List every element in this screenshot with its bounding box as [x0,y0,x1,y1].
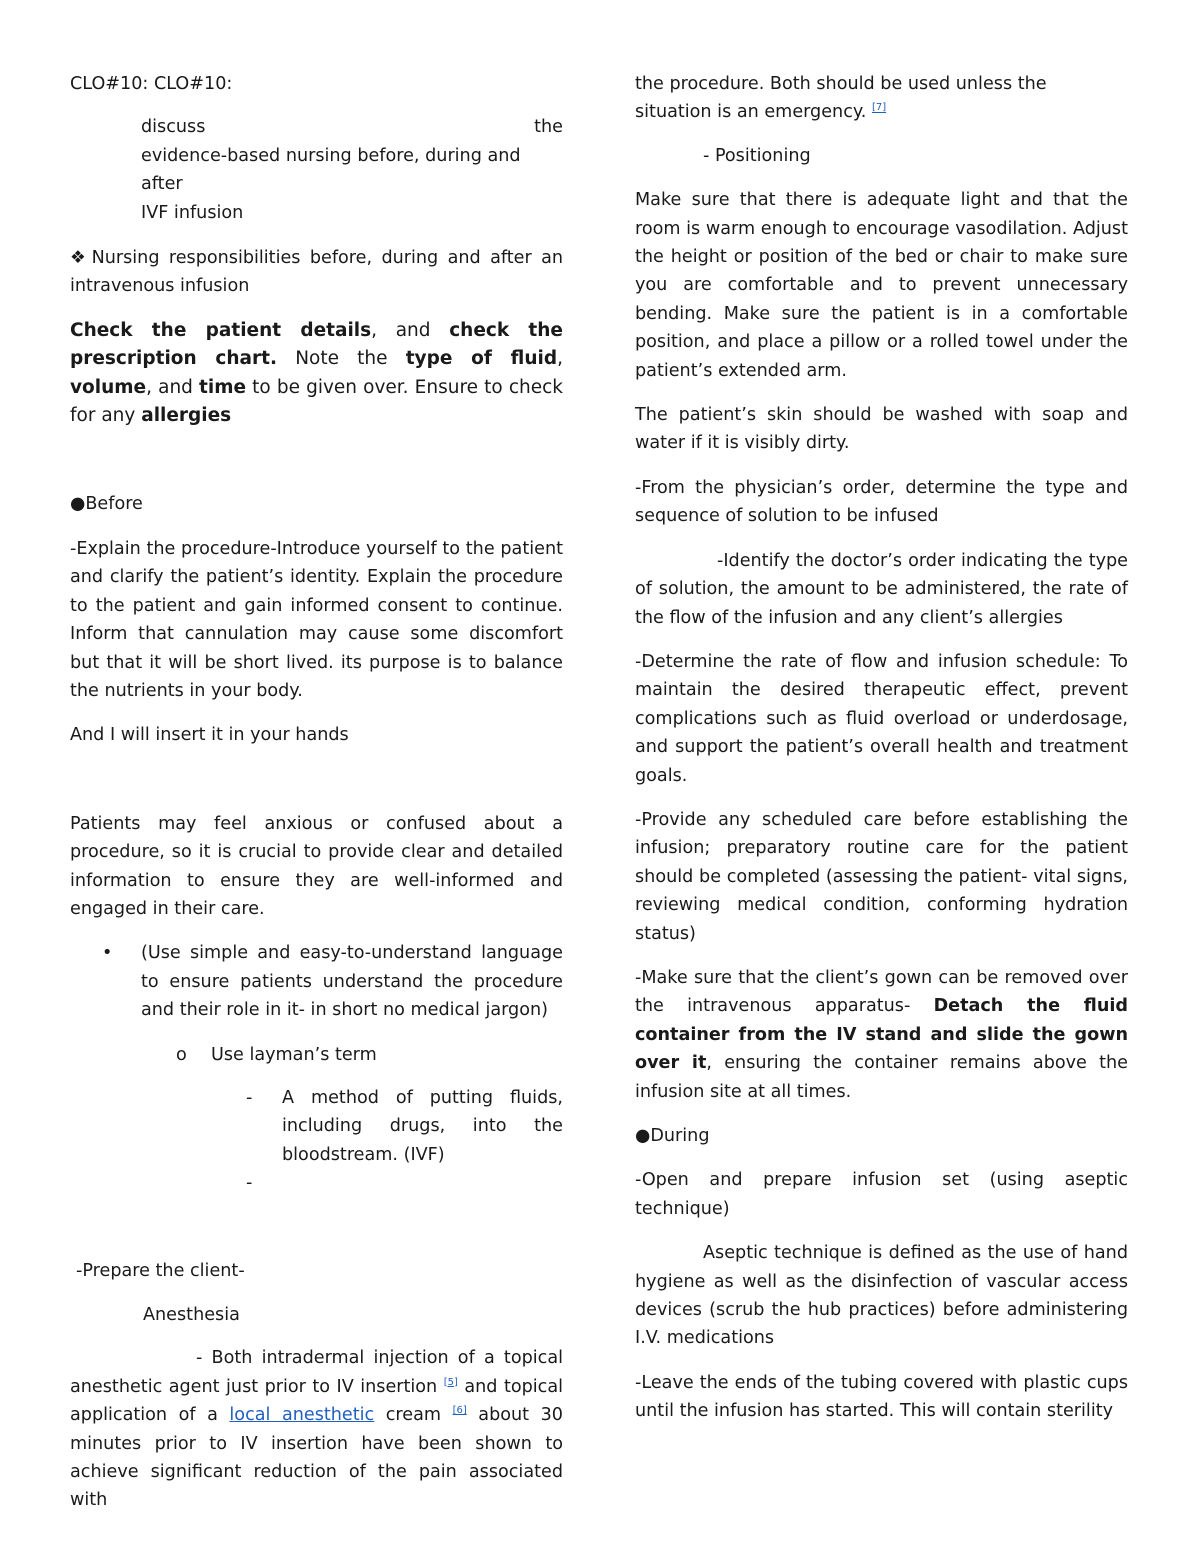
patients-paragraph: Patients may feel anxious or confused about a procedure, so it is crucial to provide clear and detailed information to ensure they are well-informed and engaged in their care. [70,813,563,919]
round-bullet-icon: ● [70,494,86,515]
dash-bullet-icon: - [246,1087,253,1108]
bullet-text: (Use simple and easy-to-understand language to ensure patients understand the procedure and their role in it- in short no medical jargon) [141,943,563,1021]
plain-text: , and [371,319,450,341]
dash-text: A method of putting fluids, including drugs, into the bloodstream. (IVF) [282,1087,563,1165]
round-bullet-icon: ● [635,1126,651,1146]
objective-line: IVF infusion [141,202,244,223]
anesthesia-paragraph [70,1344,563,1514]
prepare-line: -Prepare the client- [76,1260,245,1281]
plain-text: to be given over. Ensure to check for any [70,376,563,427]
physician-paragraph: -From the physician’s order, determine the type and sequence of solution to be infused [635,477,1128,527]
bullet-dot-icon: • [102,943,113,964]
positioning-label: - Positioning [703,145,811,166]
diamond-bullet-icon: ❖ [70,248,90,269]
objective-line: evidence-based nursing before, during and after [141,145,521,195]
local-anesthetic-link[interactable]: local anesthetic [229,1405,375,1426]
bold-text: type of fluid [405,348,558,370]
bold-text: check the prescription chart. [70,319,563,370]
left-column [70,70,563,1515]
reference-link[interactable]: [7] [871,102,887,114]
bold-text: Detach the fluid container from the IV stand and slide the gown over it [635,996,1128,1074]
clo-heading: CLO#10: CLO#10: [70,74,233,94]
during-heading [635,1122,1128,1150]
objective-word-the: the [534,117,563,138]
check-paragraph [70,317,563,431]
right-column [635,70,1128,1426]
during-label: During [650,1126,710,1146]
reference-link[interactable]: [6] [452,1405,467,1417]
bold-text: Check the patient details [70,319,372,341]
sub-bullet-text: Use layman’s term [211,1044,377,1065]
rate-paragraph: -Determine the rate of flow and infusion schedule: To maintain the desired therapeutic effect, prevent complications such as fluid overload or underdosage, and support the patient’s overall health and treatment goals. [635,651,1128,786]
bullet-item [70,939,563,1024]
bold-text: volume [70,376,147,398]
sub-bullet-item [70,1041,563,1069]
plain-text: cream [374,1405,453,1426]
continued-paragraph [635,70,1128,127]
plain-text: , ensuring the container remains above the infusion site at all times. [635,1053,1128,1102]
gown-paragraph [635,964,1128,1106]
plain-text: the procedure. Both should be used unless the situation is an emergency. [635,74,1047,123]
plain-text: , [557,348,563,370]
objective-word-discuss: discuss [141,117,206,138]
bold-text: time [199,376,247,398]
anesthesia-label: Anesthesia [143,1305,240,1325]
plain-text: about 30 minutes prior to IV insertion have been shown to achieve significant reduction of the pain associated with [70,1405,563,1511]
aseptic-paragraph: Aseptic technique is defined as the use of hand hygiene as well as the disinfection of vascular access devices (scrub the hub practices) before administering I.V. medications [635,1243,1128,1349]
dash-bullet-icon: - [246,1173,253,1194]
explain-paragraph: -Explain the procedure-Introduce yourself to the patient and clarify the patient’s identity. Explain the procedure to the patient and gain informed consent to continue. Inform that cannulation may cause some discomfort but that it will be short lived. its purpose is to balance the nutrients in your body. [70,538,563,701]
plain-text: - Both intradermal injection of a topical anesthetic agent just prior to IV insertion [70,1348,563,1397]
insert-line: And I will insert it in your hands [70,725,349,746]
before-label: Before [85,494,143,515]
before-heading [70,490,563,518]
plain-text: -Make sure that the client’s gown can be removed over the intravenous apparatus- [635,967,1128,1017]
circle-bullet-icon: o [176,1044,187,1065]
plain-text: and topical application of a [70,1376,563,1426]
identify-paragraph: -Identify the doctor’s order indicating the type of solution, the amount to be administered, the rate of the flow of the infusion and any client’s allergies [635,550,1128,628]
tubing-paragraph: -Leave the ends of the tubing covered with plastic cups until the infusion has started. This will contain sterility [635,1372,1128,1422]
light-paragraph: Make sure that there is adequate light and that the room is warm enough to encourage vasodilation. Adjust the height or position of the bed or chair to make sure you are comfortable and to prevent unnecessary bending. Make sure the patient is in a comfortable position, and place a pillow or a rolled towel under the patient’s extended arm. [635,190,1128,381]
plain-text: , and [146,376,200,398]
skin-paragraph: The patient’s skin should be washed with soap and water if it is visibly dirty. [635,405,1128,454]
dash-item [70,1084,563,1169]
care-paragraph: -Provide any scheduled care before establishing the infusion; preparatory routine care for the patient should be completed (assessing the patient- vital signs, reviewing medical condition, conforming hydration status) [635,809,1128,944]
empty-dash-item [70,1169,563,1197]
responsibilities-heading [70,244,563,301]
responsibilities-text: Nursing responsibilities before, during and after an intravenous infusion [70,248,564,297]
bold-text: allergies [141,405,232,427]
open-paragraph: -Open and prepare infusion set (using aseptic technique) [635,1170,1128,1219]
plain-text: Note the [277,348,406,370]
reference-link[interactable]: [5] [443,1376,458,1388]
objective-block [141,113,563,227]
